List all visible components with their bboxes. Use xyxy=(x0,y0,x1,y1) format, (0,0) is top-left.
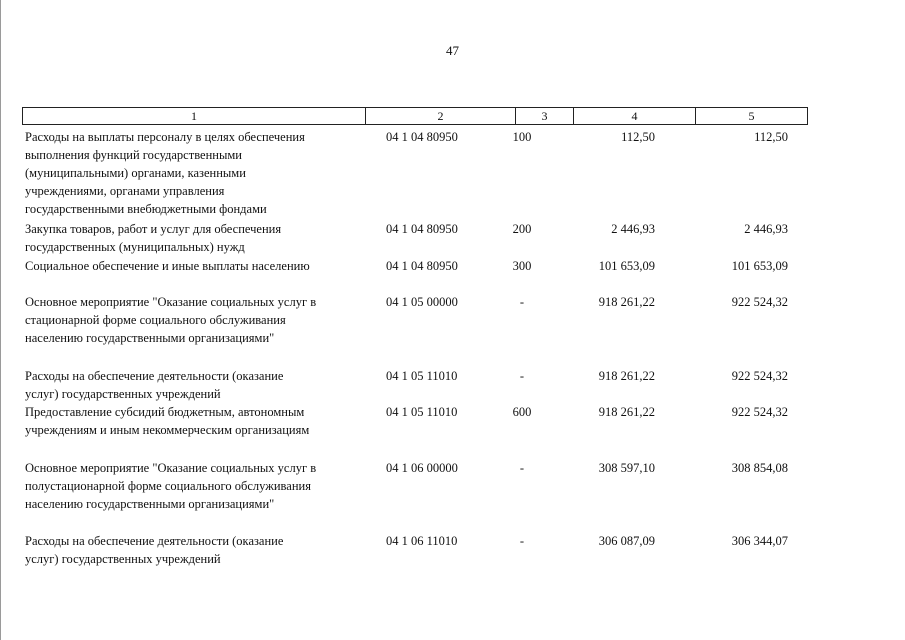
row-value-col4: 918 261,22 xyxy=(598,369,655,383)
row-name: Закупка товаров, работ и услуг для обеспечения государственных (муниципальных) нужд xyxy=(25,222,282,254)
row-value-col5: 308 854,08 xyxy=(731,461,788,475)
row-type: 300 xyxy=(512,259,532,273)
row-name: Социальное обеспечение и иные выплаты населению xyxy=(25,259,310,273)
header-col-2: 2 xyxy=(366,108,516,124)
header-col-4: 4 xyxy=(574,108,696,124)
table-header-row xyxy=(22,107,808,125)
row-value-col5: 112,50 xyxy=(754,130,788,144)
row-code: 04 1 05 11010 xyxy=(386,369,458,383)
header-col-1: 1 xyxy=(23,108,366,124)
row-name: Расходы на обеспечение деятельности (оказание услуг) государственных учреждений xyxy=(25,534,284,566)
row-type: - xyxy=(519,295,525,309)
row-type: 600 xyxy=(512,405,532,419)
row-type: - xyxy=(519,369,525,383)
scan-edge-line xyxy=(0,0,1,640)
row-type: 200 xyxy=(512,222,532,236)
row-value-col4: 308 597,10 xyxy=(598,461,655,475)
row-value-col4: 306 087,09 xyxy=(598,534,655,548)
row-value-col4: 918 261,22 xyxy=(598,405,655,419)
row-code: 04 1 06 11010 xyxy=(386,534,458,548)
row-code: 04 1 06 00000 xyxy=(386,461,458,475)
row-value-col5: 306 344,07 xyxy=(731,534,788,548)
row-value-col5: 922 524,32 xyxy=(731,295,788,309)
row-name: Расходы на выплаты персоналу в целях обеспечения выполнения функций государственными (муниципальными) органами, казенными учреждениями, органами управления государственными внебюджетными фондами xyxy=(25,130,305,216)
row-code: 04 1 05 11010 xyxy=(386,405,458,419)
row-code: 04 1 04 80950 xyxy=(386,222,458,236)
row-type: 100 xyxy=(512,130,532,144)
row-value-col5: 922 524,32 xyxy=(731,369,788,383)
header-col-3: 3 xyxy=(516,108,574,124)
row-value-col4: 918 261,22 xyxy=(598,295,655,309)
row-code: 04 1 04 80950 xyxy=(386,130,458,144)
row-value-col4: 2 446,93 xyxy=(611,222,655,236)
row-value-col4: 112,50 xyxy=(621,130,655,144)
row-name: Основное мероприятие "Оказание социальных услуг в стационарной форме социального обслуживания населению государственными организациями" xyxy=(25,295,317,345)
row-name: Расходы на обеспечение деятельности (оказание услуг) государственных учреждений xyxy=(25,369,284,401)
row-value-col5: 2 446,93 xyxy=(744,222,788,236)
header-col-5: 5 xyxy=(748,109,755,123)
page-number: 47 xyxy=(446,43,459,58)
row-code: 04 1 04 80950 xyxy=(386,259,458,273)
row-code: 04 1 05 00000 xyxy=(386,295,458,309)
row-value-col5: 922 524,32 xyxy=(731,405,788,419)
row-name: Предоставление субсидий бюджетным, автономным учреждениям и иным некоммерческим организациям xyxy=(25,405,310,437)
row-value-col4: 101 653,09 xyxy=(598,259,655,273)
row-type: - xyxy=(519,534,525,548)
row-type: - xyxy=(519,461,525,475)
row-name: Основное мероприятие "Оказание социальных услуг в полустационарной форме социального обслуживания населению государственными организациями" xyxy=(25,461,317,511)
row-value-col5: 101 653,09 xyxy=(731,259,788,273)
